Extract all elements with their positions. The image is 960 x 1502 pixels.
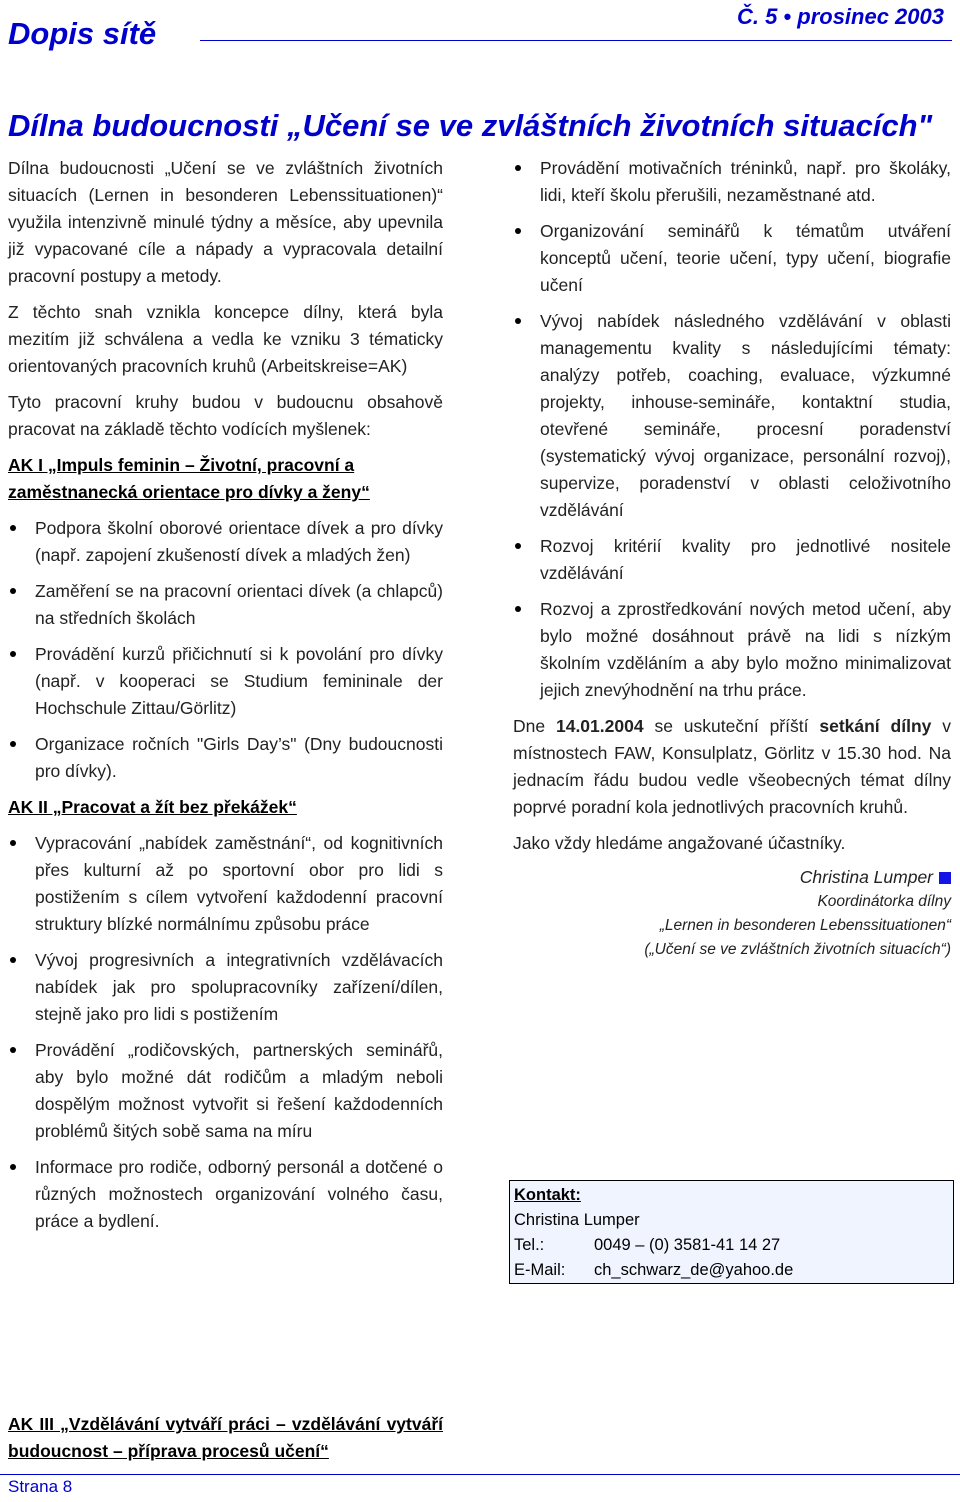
list-item: Informace pro rodiče, odborný personál a dotčené o různých možnostech organizování volného času, práce a bydlení. [8, 1154, 443, 1235]
newsletter-title: Dopis sítě [8, 16, 157, 51]
ak1-list [8, 515, 443, 785]
meeting-paragraph: Dne 14.01.2004 se uskuteční příští setkání dílny v místnostech FAW, Konsulplatz, Görlitz v 15.30 hod. Na jednacím řádu budou vedle všeobecných témat dílny poprvé poradní kola jednotlivých pracovních kruhů. [513, 716, 952, 817]
list-item: Provádění „rodičovských, partnerských seminářů, aby bylo možné dát rodičům a mladým neboli dospělým možnost vytvořit si řešení každodenních problémů šitých sobě sama na míru [8, 1037, 443, 1145]
signature-role: Koordinátorka dílny [817, 893, 951, 910]
issue-date: prosinec 2003 [797, 4, 944, 29]
ak3-list [513, 155, 951, 704]
list-item: Vypracování „nabídek zaměstnání“, od kognitivních přes kulturní až po sportovní obor pro lidi s postižením s cílem vytvoření každodenní pracovní struktury blízké normálnímu způsobu práce [8, 830, 443, 938]
left-column [8, 155, 443, 1244]
signature-workshop-cz: („Učení se ve zvláštních životních situacích“) [644, 941, 951, 958]
issue-info [737, 4, 944, 30]
square-icon [939, 872, 951, 884]
issue-separator: • [777, 4, 798, 29]
contact-name: Christina Lumper [514, 1211, 640, 1229]
bullet-icon [10, 840, 16, 846]
bullet-icon [10, 1047, 16, 1053]
right-column [513, 155, 951, 962]
list-item: Rozvoj a zprostředkování nových metod učení, aby bylo možné dosáhnout právě na lidi s nízkým školním vzděláním a aby bylo možno minimalizovat jejich znevýhodnění na trhu práce. [513, 596, 951, 704]
header-divider [200, 40, 952, 41]
list-item: Organizace ročních "Girls Day’s" (Dny budoucnosti pro dívky). [8, 731, 443, 785]
signature [513, 864, 951, 962]
ak2-heading: AK II „Pracovat a žít bez překážek“ [8, 797, 297, 817]
bullet-icon [10, 651, 16, 657]
list-item: Vývoj nabídek následného vzdělávání v oblasti managementu kvality s následujícími tématy: analýzy potřeb, coaching, evaluace, výzkumné projekty, inhouse-semináře, kontaktní studia, otevřené semináře, procesní poradenství (systematický vývoj organizace, personální rozvoj), supervize, poradenství v oblasti celoživotního vzdělávání [513, 308, 951, 524]
list-item: Zaměření se na pracovní orientaci dívek (a chlapců) na středních školách [8, 578, 443, 632]
contact-box [509, 1180, 954, 1284]
ak1-heading: AK I „Impuls feminin – Životní, pracovní a zaměstnanecká orientace pro dívky a ženy“ [8, 455, 370, 502]
page-number: Strana 8 [8, 1477, 73, 1496]
bullet-icon [515, 228, 521, 234]
guidelines-paragraph: Tyto pracovní kruhy budou v budoucnu obsahově pracovat na základě těchto vodících myšlenek: [8, 392, 443, 439]
contact-email: E-Mail: ch_schwarz_de@yahoo.de [514, 1261, 794, 1279]
meeting-date: 14.01.2004 [555, 716, 644, 736]
ak2-list [8, 830, 443, 1235]
bullet-icon [10, 957, 16, 963]
contact-tel: Tel.: 0049 – (0) 3581-41 14 27 [514, 1236, 781, 1254]
intro-paragraph: Dílna budoucnosti „Učení se ve zvláštních životních situacích (Lernen in besonderen Lebenssituationen)“ využila intenzivně minulé týdny a měsíce, aby upevnila již vypacované cíle a nápady a vypracovala detailní pracovní postupy a metody. [8, 158, 443, 286]
bullet-icon [10, 588, 16, 594]
issue-number: Č. 5 [736, 4, 778, 29]
signature-workshop-de: „Lernen in besonderen Lebenssituationen“ [659, 917, 951, 934]
list-item: Provádění motivačních tréninků, např. pro školáky, lidi, kteří školu přerušili, nezaměstnané atd. [513, 155, 951, 209]
meeting-event: setkání dílny [819, 716, 932, 736]
ak3-heading: AK III „Vzdělávání vytváří práci – vzdělávání vytváří budoucnost – příprava procesů učení“ [8, 1414, 443, 1461]
footer-divider [0, 1474, 960, 1475]
list-item: Rozvoj kritérií kvality pro jednotlivé nositele vzdělávání [513, 533, 951, 587]
list-item: Organizování seminářů k tématům utváření konceptů učení, teorie učení, typy učení, biografie učení [513, 218, 951, 299]
list-item: Podpora školní oborové orientace dívek a pro dívky (např. zapojení zkušeností dívek a mladých žen) [8, 515, 443, 569]
contact-email-link[interactable]: ch_schwarz_de@yahoo.de [594, 1261, 794, 1279]
bullet-icon [10, 1164, 16, 1170]
closing-paragraph: Jako vždy hledáme angažované účastníky. [513, 833, 846, 853]
bullet-icon [10, 525, 16, 531]
bullet-icon [515, 318, 521, 324]
article-title: Dílna budoucnosti „Učení se ve zvláštních životních situacích" [8, 108, 933, 143]
bullet-icon [10, 741, 16, 747]
list-item: Vývoj progresivních a integrativních vzdělávacích nabídek jak pro spolupracovníky zařízení/dílen, stejně jako pro lidi s postižením [8, 947, 443, 1028]
bullet-icon [515, 606, 521, 612]
concept-paragraph: Z těchto snah vznikla koncepce dílny, která byla mezitím již schválena a vedla ke vzniku 3 tématicky orientovaných pracovních kruhů (Arbeitskreise=AK) [8, 302, 443, 376]
list-item: Provádění kurzů přičichnutí si k povolání pro dívky (např. v kooperaci se Studium femininale der Hochschule Zittau/Görlitz) [8, 641, 443, 722]
signature-name: Christina Lumper [799, 867, 933, 887]
bullet-icon [515, 165, 521, 171]
contact-title: Kontakt: [514, 1186, 581, 1204]
bullet-icon [515, 543, 521, 549]
contact-tel-value: 0049 – (0) 3581-41 14 27 [594, 1236, 781, 1254]
